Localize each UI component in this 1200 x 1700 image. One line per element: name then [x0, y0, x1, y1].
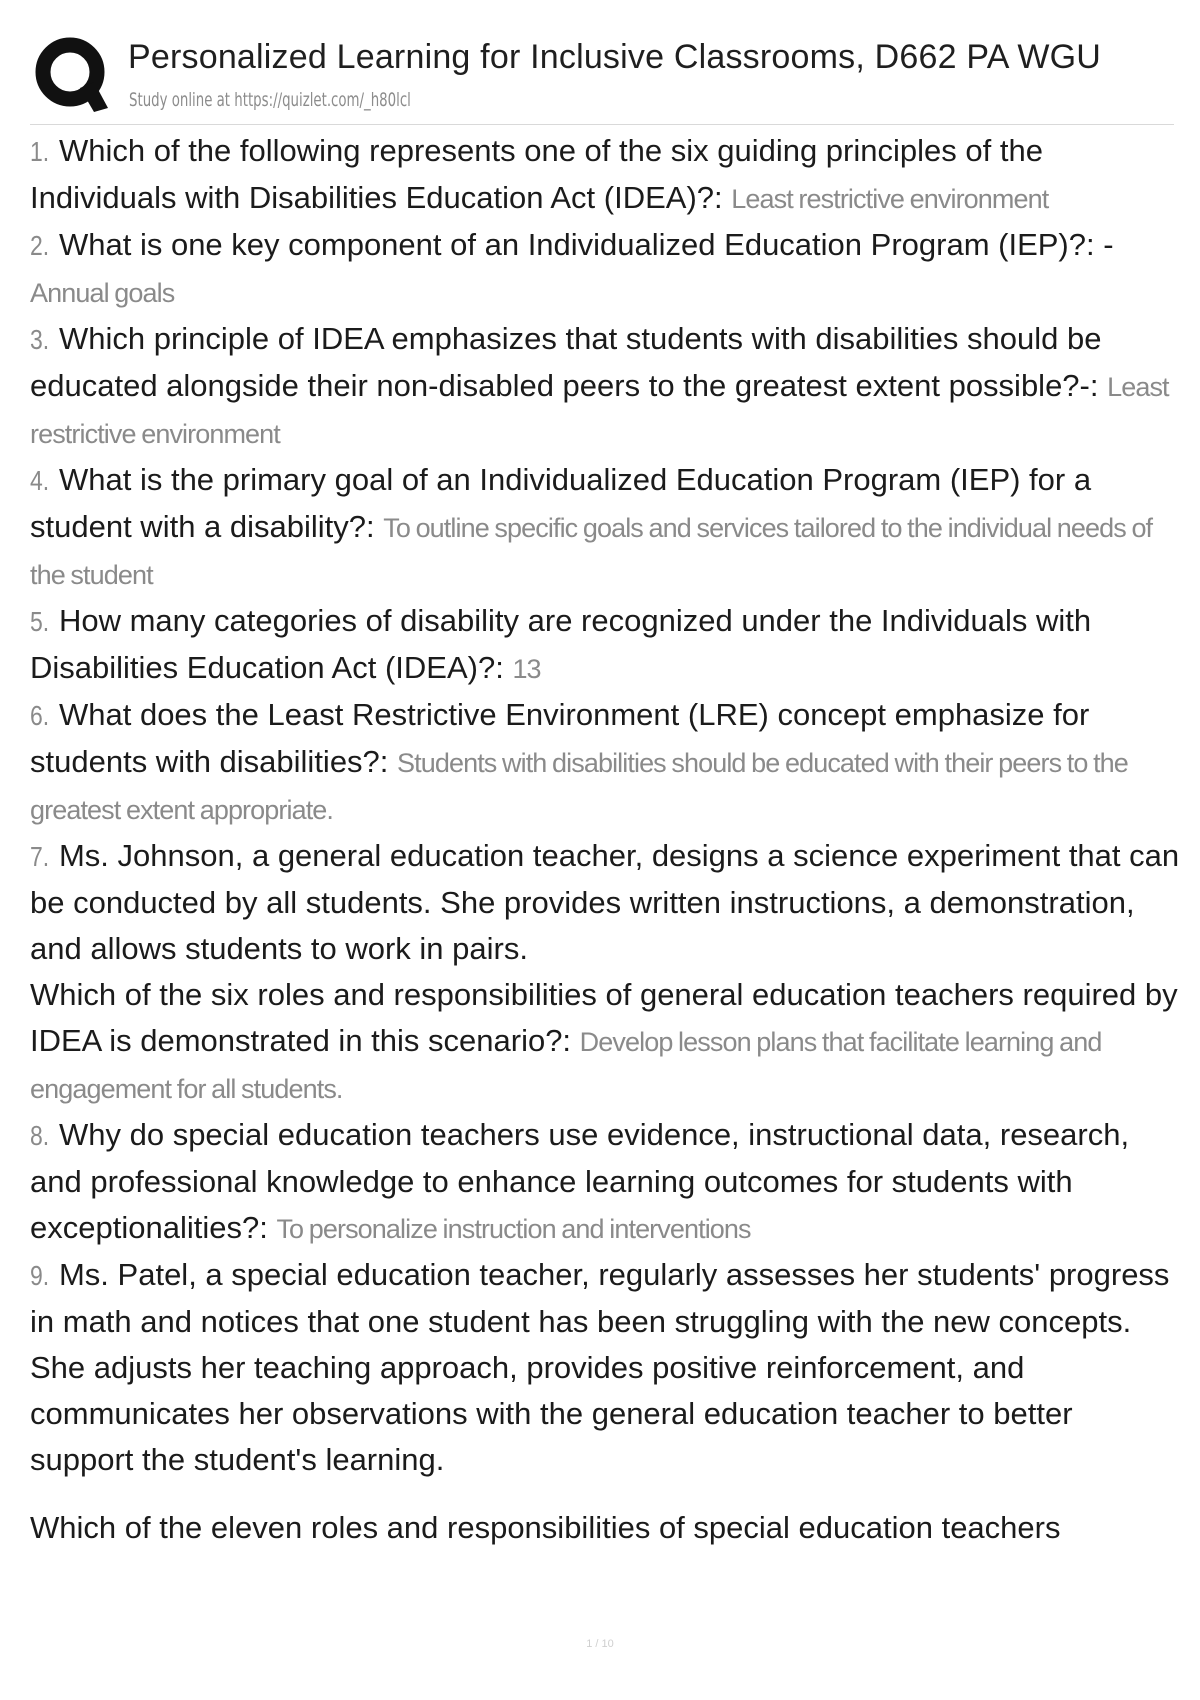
question-number: 6.: [30, 700, 50, 731]
answer-text: Least restrictive environment: [731, 184, 1049, 214]
question-text: What is the primary goal of an Individualized Education Program (IEP) for a student with a disability?:: [30, 462, 1092, 544]
answer-text: To outline specific goals and services tailored to the individual needs of the student: [30, 513, 1153, 590]
question-item: [30, 222, 1180, 316]
question-text: Why do special education teachers use evidence, instructional data, research, and professional knowledge to enhance learning outcomes for students with exceptionalities?:: [30, 1117, 1130, 1245]
document-header: [30, 28, 1174, 125]
question-number: 1.: [30, 136, 50, 167]
question-text: Ms. Johnson, a general education teacher, designs a science experiment that can be conducted by all students. She provides written instructions, a demonstration, and allows students to work in pairs.: [30, 838, 1180, 966]
answer-text: To personalize instruction and interventions: [276, 1214, 751, 1244]
question-item: [30, 1112, 1180, 1252]
quizlet-q-icon: [32, 34, 112, 116]
study-online-line: [129, 88, 411, 112]
page-number: 1 / 10: [586, 1638, 614, 1650]
question-number: 3.: [30, 324, 50, 355]
question-list: [30, 128, 1180, 1551]
question-text: Which principle of IDEA emphasizes that students with disabilities should be educated alongside their non-disabled peers to the greatest extent possible?-:: [30, 321, 1108, 403]
question-text: How many categories of disability are recognized under the Individuals with Disabilities Education Act (IDEA)?:: [30, 603, 1092, 685]
question-item: [30, 598, 1180, 692]
question-item: [30, 457, 1180, 598]
question-text-continued: Which of the six roles and responsibilities of general education teachers required by IDEA is demonstrated in this scenario?:: [30, 977, 1178, 1058]
question-item: [30, 316, 1180, 457]
answer-text: Develop lesson plans that facilitate learning and engagement for all students.: [30, 1027, 1102, 1104]
document-title: Personalized Learning for Inclusive Classrooms, D662 PA WGU: [128, 38, 1102, 76]
study-online-prefix: Study online at: [129, 89, 235, 111]
answer-text: Annual goals: [30, 278, 175, 308]
question-number: 8.: [30, 1120, 50, 1151]
question-text-continued: Which of the eleven roles and responsibilities of special education teachers: [30, 1510, 1061, 1545]
question-item: [30, 692, 1180, 833]
question-item: [30, 833, 1180, 1112]
study-online-link[interactable]: https://quizlet.com/_h80lcl: [234, 89, 411, 111]
question-text: What is one key component of an Individualized Education Program (IEP)?: -: [58, 227, 1114, 262]
question-item: [30, 128, 1180, 222]
question-text: Which of the following represents one of the six guiding principles of the Individuals with Disabilities Education Act (IDEA)?:: [30, 133, 1043, 215]
question-number: 5.: [30, 606, 50, 637]
question-text: Ms. Patel, a special education teacher, regularly assesses her students' progress in math and notices that one student has been struggling with the new concepts. She adjusts her teaching approach, provides positive reinforcement, and communicates her observations with the general education teacher to better support the student's learning.: [30, 1257, 1170, 1477]
question-text: What does the Least Restrictive Environment (LRE) concept emphasize for students with disabilities?:: [30, 697, 1090, 779]
question-number: 7.: [30, 841, 50, 872]
answer-text: Students with disabilities should be educated with their peers to the greatest extent appropriate.: [30, 748, 1128, 825]
question-number: 4.: [30, 465, 50, 496]
question-number: 9.: [30, 1260, 50, 1291]
question-number: 2.: [30, 230, 50, 261]
answer-text: Least restrictive environment: [30, 372, 1169, 449]
answer-text: 13: [512, 654, 541, 684]
question-item: [30, 1252, 1180, 1551]
